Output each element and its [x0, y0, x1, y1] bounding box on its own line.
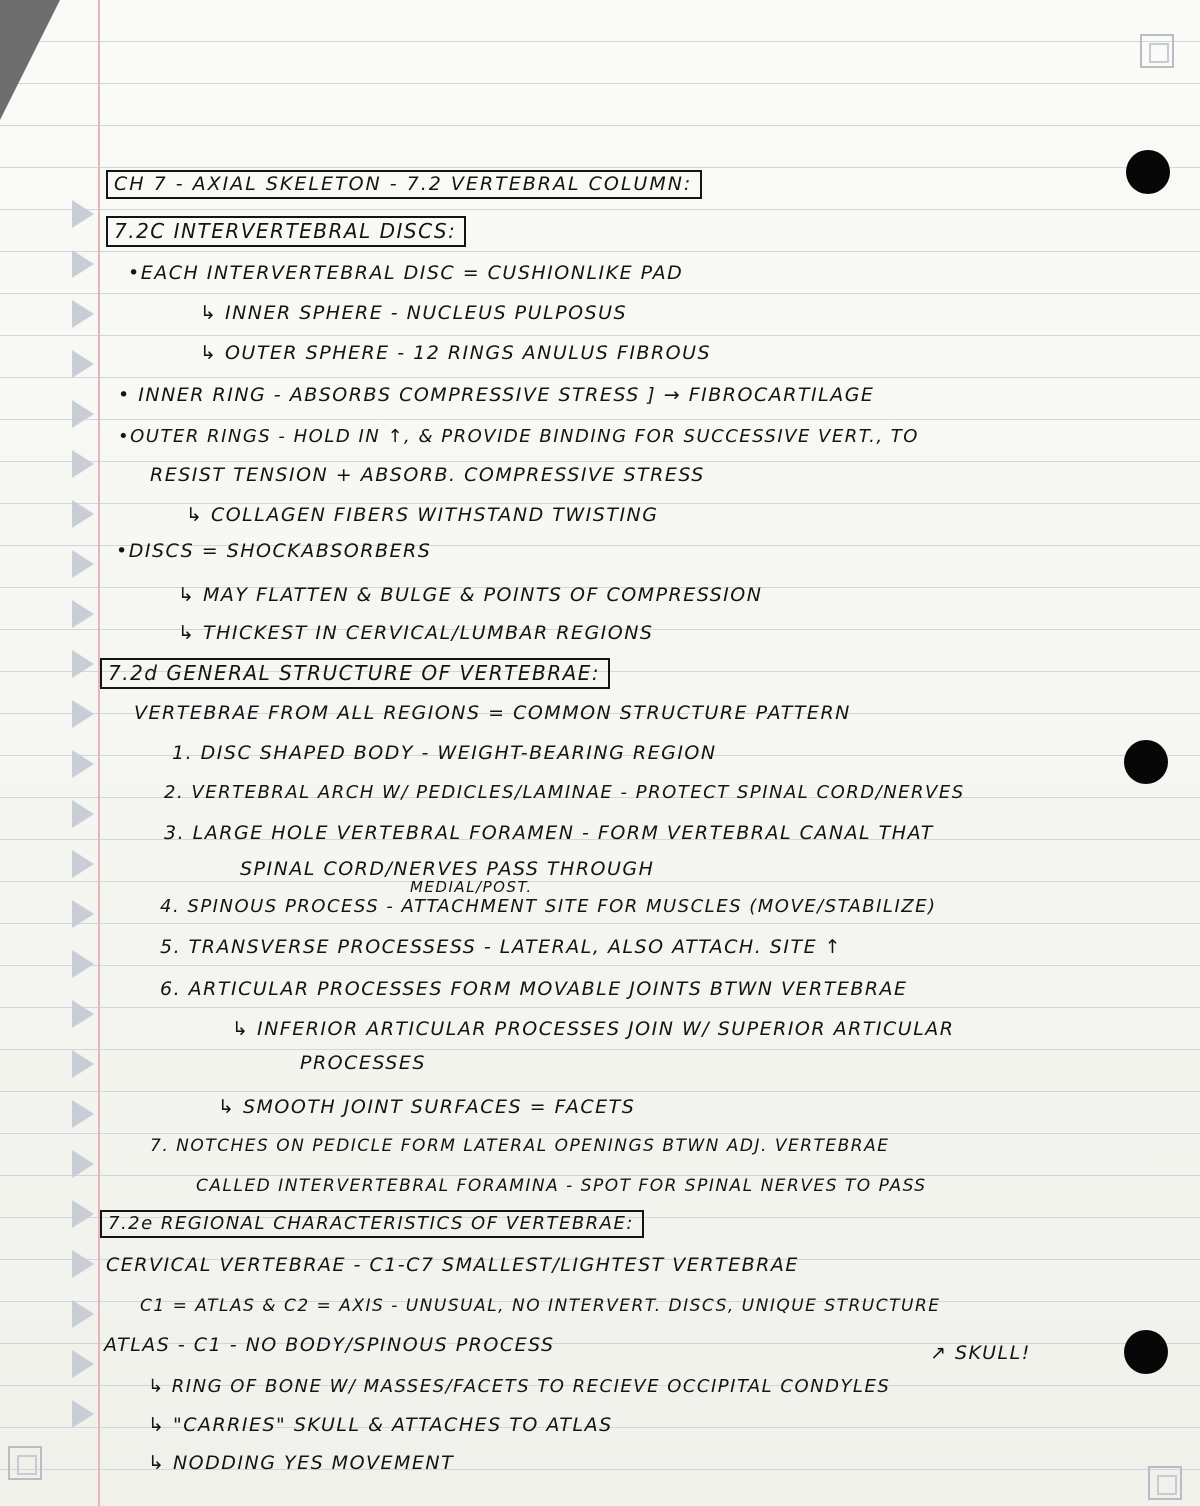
note-line: ↳ NODDING YES MOVEMENT — [148, 1452, 455, 1474]
margin-marker — [72, 700, 94, 728]
margin-marker — [72, 1000, 94, 1028]
note-line: VERTEBRAE FROM ALL REGIONS = COMMON STRUCTURE PATTERN — [134, 702, 851, 724]
note-line: 5. TRANSVERSE PROCESSESS - LATERAL, ALSO ATTACH. SITE ↑ — [160, 936, 843, 958]
note-line: •OUTER RINGS - HOLD IN ↑, & PROVIDE BINDING FOR SUCCESSIVE VERT., TO — [118, 426, 919, 447]
section-heading-d: 7.2d GENERAL STRUCTURE OF VERTEBRAE: — [100, 658, 610, 689]
margin-marker — [72, 300, 94, 328]
note-line: 3. LARGE HOLE VERTEBRAL FORAMEN - FORM VERTEBRAL CANAL THAT — [164, 822, 934, 844]
binder-hole-top — [1126, 150, 1170, 194]
margin-marker — [72, 850, 94, 878]
section-heading-e: 7.2e REGIONAL CHARACTERISTICS OF VERTEBRAE: — [100, 1210, 644, 1238]
note-line: •EACH INTERVERTEBRAL DISC = CUSHIONLIKE PAD — [128, 262, 684, 284]
margin-marker — [72, 250, 94, 278]
note-line: CERVICAL VERTEBRAE - C1-C7 SMALLEST/LIGHTEST VERTEBRAE — [106, 1254, 799, 1276]
note-line: ↳ INFERIOR ARTICULAR PROCESSES JOIN W/ SUPERIOR ARTICULAR — [232, 1018, 955, 1040]
margin-marker — [72, 1200, 94, 1228]
margin-marker — [72, 1400, 94, 1428]
margin-line — [98, 0, 100, 1506]
margin-marker — [72, 1250, 94, 1278]
note-line: RESIST TENSION + ABSORB. COMPRESSIVE STRESS — [150, 464, 705, 486]
binder-hole-middle — [1124, 740, 1168, 784]
margin-marker — [72, 900, 94, 928]
note-line: ↳ RING OF BONE W/ MASSES/FACETS TO RECIEVE OCCIPITAL CONDYLES — [148, 1376, 891, 1397]
margin-marker — [72, 950, 94, 978]
margin-marker — [72, 800, 94, 828]
corner-mark-bottom-left — [8, 1446, 42, 1480]
margin-marker — [72, 1050, 94, 1078]
note-line: ↳ INNER SPHERE - NUCLEUS PULPOSUS — [200, 302, 628, 324]
note-line: ↳ OUTER SPHERE - 12 RINGS ANULUS FIBROUS — [200, 342, 712, 364]
corner-mark-bottom-right — [1148, 1466, 1182, 1500]
note-line: ATLAS - C1 - NO BODY/SPINOUS PROCESS — [104, 1334, 555, 1356]
margin-marker — [72, 1350, 94, 1378]
note-line: ↳ COLLAGEN FIBERS WITHSTAND TWISTING — [186, 504, 659, 526]
margin-marker — [72, 1300, 94, 1328]
margin-marker — [72, 1100, 94, 1128]
note-line: 1. DISC SHAPED BODY - WEIGHT-BEARING REGION — [172, 742, 717, 764]
note-line: ↳ SMOOTH JOINT SURFACES = FACETS — [218, 1096, 636, 1118]
margin-marker — [72, 650, 94, 678]
note-line: 2. VERTEBRAL ARCH W/ PEDICLES/LAMINAE - PROTECT SPINAL CORD/NERVES — [164, 782, 965, 803]
note-line: ↳ MAY FLATTEN & BULGE & POINTS OF COMPRESSION — [178, 584, 763, 606]
margin-marker — [72, 350, 94, 378]
note-line: •DISCS = SHOCKABSORBERS — [116, 540, 432, 562]
margin-marker — [72, 200, 94, 228]
binder-hole-bottom — [1124, 1330, 1168, 1374]
margin-marker — [72, 400, 94, 428]
margin-marker — [72, 450, 94, 478]
page-fold — [0, 0, 60, 120]
margin-marker — [72, 750, 94, 778]
note-line: SPINAL CORD/NERVES PASS THROUGH — [240, 858, 655, 880]
note-line: ↳ THICKEST IN CERVICAL/LUMBAR REGIONS — [178, 622, 654, 644]
margin-marker — [72, 500, 94, 528]
note-line: 4. SPINOUS PROCESS - ATTACHMENT SITE FOR MUSCLES (MOVE/STABILIZE) — [160, 896, 937, 917]
note-line: • INNER RING - ABSORBS COMPRESSIVE STRESS ] → FIBROCARTILAGE — [118, 384, 875, 406]
margin-marker — [72, 1150, 94, 1178]
margin-marker — [72, 550, 94, 578]
note-line: C1 = ATLAS & C2 = AXIS - UNUSUAL, NO INTERVERT. DISCS, UNIQUE STRUCTURE — [140, 1296, 941, 1316]
note-line: 6. ARTICULAR PROCESSES FORM MOVABLE JOINTS BTWN VERTEBRAE — [160, 978, 908, 1000]
note-line: PROCESSES — [300, 1052, 426, 1074]
note-line: 7. NOTCHES ON PEDICLE FORM LATERAL OPENINGS BTWN ADJ. VERTEBRAE — [150, 1136, 890, 1156]
margin-marker — [72, 600, 94, 628]
corner-mark-top-right — [1140, 34, 1174, 68]
note-annotation: ↗ SKULL! — [930, 1342, 1031, 1364]
page-title: CH 7 - AXIAL SKELETON - 7.2 VERTEBRAL COLUMN: — [106, 170, 702, 199]
note-line: CALLED INTERVERTEBRAL FORAMINA - SPOT FOR SPINAL NERVES TO PASS — [196, 1176, 927, 1196]
note-annotation: MEDIAL/POST. — [410, 878, 533, 896]
note-line: ↳ "CARRIES" SKULL & ATTACHES TO ATLAS — [148, 1414, 613, 1436]
section-heading-c: 7.2C INTERVERTEBRAL DISCS: — [106, 216, 466, 247]
